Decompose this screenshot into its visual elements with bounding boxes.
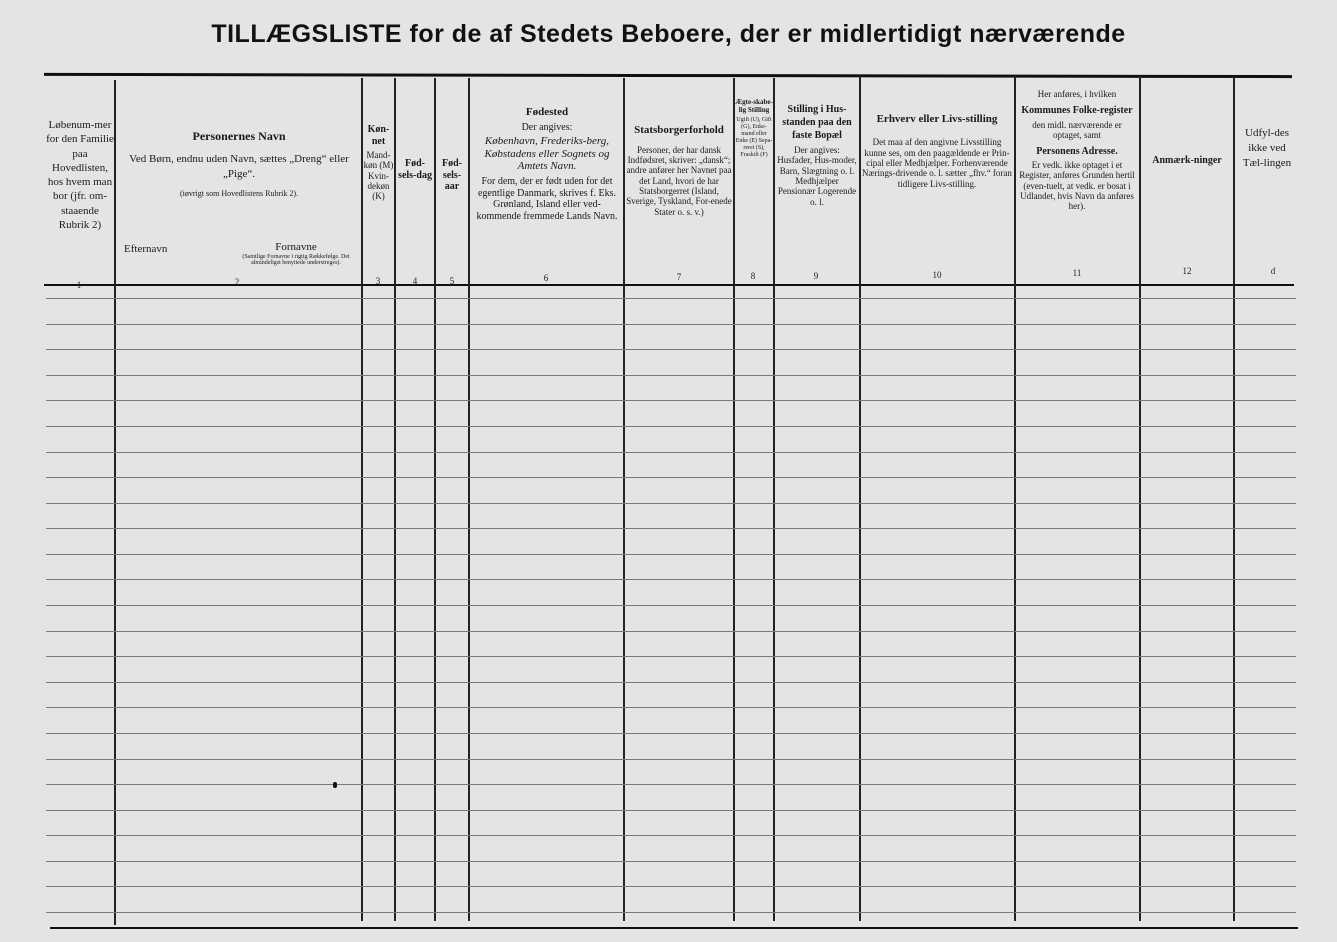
column-rule [434,78,436,921]
col3-number: 3 [375,276,381,286]
col11-body: Er vedk. ikke optaget i et Register, anføres Grunden hertil (even-tuelt, at vedk. er bosat i Udlandet, hvis Navn da anføres her). [1019,160,1135,212]
entry-row-line [46,528,1296,529]
entry-row-line [46,810,1296,811]
form-title: TILLÆGSLISTE for de af Stedets Beboere, der er midlertidigt nærværende [211,20,1126,48]
col7-body: Personer, der har dansk Indfødsret, skriver: „dansk“; andre anfører her Navnet paa det Land, hvori de har Statsborgerret (Island, Sverige, Tyskland, For-enede Stater o. s. v.) [626,144,732,217]
col10-number: 10 [932,270,942,280]
col6-head: Fødested [525,106,569,118]
col12-header [1142,155,1232,170]
cold-header [1238,126,1296,171]
entry-row-line [46,682,1296,683]
column-rule [394,78,396,921]
col2-body: Ved Børn, endnu uden Navn, sættes „Dreng“ eller „Pige“. [129,152,349,181]
col10-head: Erhverv eller Livs-stilling [876,113,998,125]
col9-number: 9 [813,271,819,281]
col8-body: Ugift (U), Gift (G), Enke-mand eller Enke (E) Sepa-reret (S), Fraskilt (F) [735,117,773,158]
entry-row-line [46,784,1296,785]
col5-header [436,158,468,196]
col8-header [735,98,773,158]
col11-head: Kommunes Folke-register [1021,105,1133,117]
col4-number: 4 [412,276,418,286]
col7-number: 7 [676,272,682,282]
entry-row-line [46,554,1296,555]
col2-first-name-text: Fornavne [275,241,317,253]
entry-row-line [46,579,1296,580]
col6-header [472,106,622,222]
col2-last-name-label [124,243,202,256]
col2-first-name-note: (Samtlige Fornavne i rigtig Rækkefølge. Det almindeligst benyttede understreges). [242,253,350,266]
entry-row-line [46,298,1296,299]
col8-head: Ægte-skabe-lig Stilling [735,98,773,115]
col3-header [363,124,394,202]
column-rule [1014,76,1016,921]
entry-row-line [46,861,1296,862]
column-rule [468,78,470,921]
entry-row-line [46,477,1296,478]
column-rule [773,78,775,921]
entry-row-line [46,324,1296,325]
col2-header [118,130,360,198]
entry-row-line [46,733,1296,734]
col3-body: Mand-køn (M) Kvin-dekøn (K) [363,150,394,202]
entry-row-line [46,349,1296,350]
col6-body3: For dem, der er født uden for det egentlige Danmark, skrives f. Eks. Grønland, Island eller ved-kommende fremmede Lands Navn. [476,176,618,222]
col2-last-name-text: Efternavn [124,243,168,255]
col7-head: Statsborgerforhold [634,124,724,136]
col11-head2: Personens Adresse. [1036,145,1118,157]
col11-header [1017,89,1137,212]
entry-row-line [46,375,1296,376]
col5-number: 5 [449,276,455,286]
col12-head: Anmærk-ninger [1152,155,1222,166]
col2-first-name-label [232,241,360,266]
col2-note: (iøvrigt som Hovedlistens Rubrik 2). [180,188,298,198]
entry-row-line [46,912,1296,913]
column-rule [859,76,861,921]
col10-body: Det maa af den angivne Livsstilling kunne ses, om den paagældende er Prin-cipal eller Medhjælper. Forhenværende Nærings-drivende o. l. sætter „fhv.“ foran tidligere Livs-stilling. [862,137,1012,189]
col3-head: Køn-net [367,124,390,147]
col4-header [396,158,434,184]
entry-row-line [46,400,1296,401]
entry-row-line [46,426,1296,427]
col11-number: 11 [1072,268,1082,278]
entry-row-line [46,503,1296,504]
col12-number: 12 [1182,266,1192,276]
column-rule [361,78,363,921]
entry-row-line [46,886,1296,887]
col6-body2: København, Frederiks-berg, Købstadens eller Sognets og Amtets Navn. [484,135,610,173]
col9-body: Der angives: Husfader, Hus-moder, Barn, Slægtning o. l. Medhjælper Pensionær Logerende o. l. [777,145,857,207]
entry-row-line [46,631,1296,632]
col2-number: 2 [234,277,240,287]
column-rule [1139,76,1141,921]
col1-number: 1 [76,280,82,290]
entry-row-line [46,707,1296,708]
col4-head: Fød-sels-dag [398,158,432,181]
col6-body1: Der angives: [521,121,573,133]
col2-head: Personernes Navn [192,130,286,143]
cold-number: d [1270,266,1276,276]
entry-row-line [46,605,1296,606]
cold-text: Udfyl-des ikke ved Tæl-lingen [1242,127,1292,169]
col8-number: 8 [750,271,756,281]
col11-pre: Her anføres, i hvilken [1037,89,1117,99]
col5-head: Fød-sels-aar [442,158,462,192]
entry-row-line [46,656,1296,657]
entry-row-line [46,759,1296,760]
col6-number: 6 [543,273,549,283]
col1-text: Løbenum-mer for den Familie paa Hovedlisten, hos hvem man bor (jfr. om-staaende Rubrik 2) [46,119,114,232]
col1-header [46,118,114,232]
entry-row-line [46,452,1296,453]
column-rule [733,78,735,921]
col9-head: Stilling i Hus-standen paa den faste Bopæl [782,104,852,141]
col11-mid: den midl. nærværende er optaget, samt [1032,119,1122,141]
bottom-rule [50,927,1298,929]
col9-header [776,103,858,207]
entry-row-line [46,835,1296,836]
col10-header [862,112,1012,189]
column-rule [1233,76,1235,921]
ink-mark [333,782,337,788]
top-rule [44,73,1292,78]
col7-header [625,124,733,217]
